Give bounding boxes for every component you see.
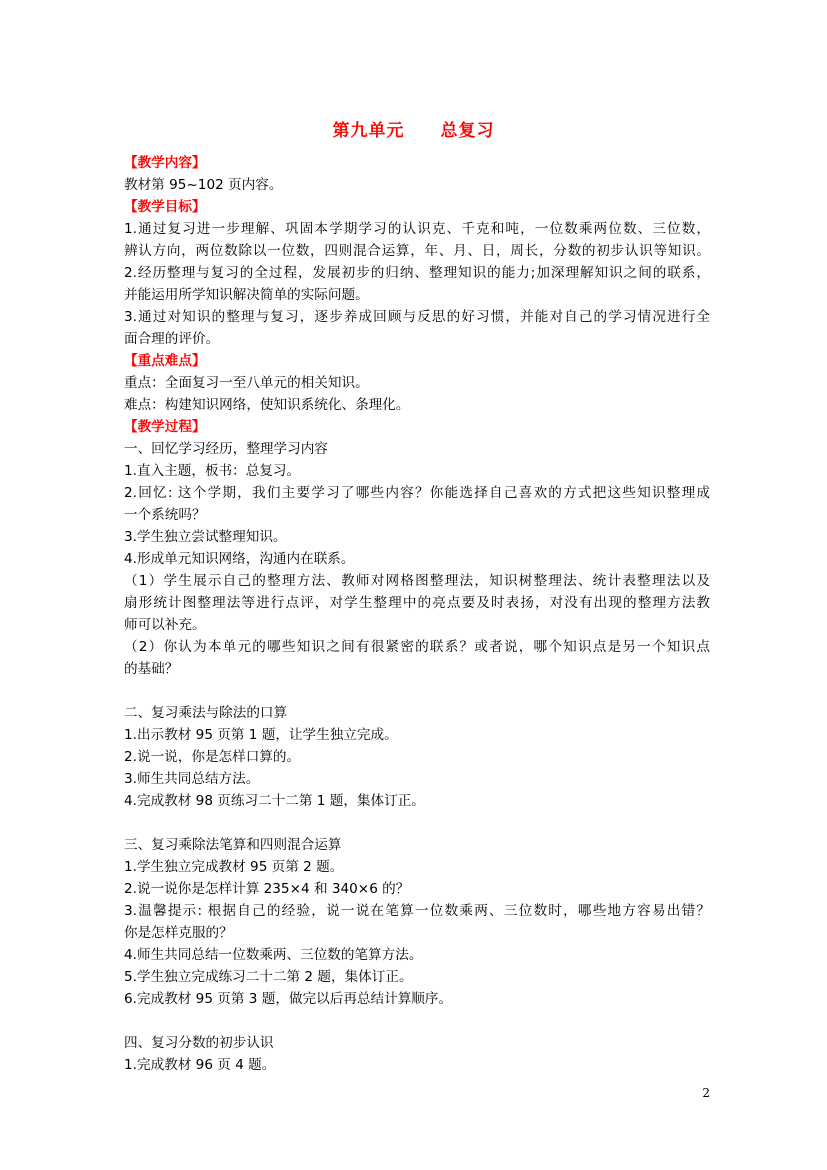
text-line: 4.完成教材 98 页练习二十二第 1 题，集体订正。 <box>124 793 425 809</box>
text-line: 辨认方向，两位数除以一位数，四则混合运算，年、月、日，周长，分数的初步认识等知识。 <box>124 243 710 259</box>
text-line: 1.完成教材 96 页 4 题。 <box>124 1057 276 1073</box>
section-heading-content: 【教学内容】 <box>124 155 206 171</box>
section-heading-objectives: 【教学目标】 <box>124 199 206 215</box>
text-line: 教材第 95~102 页内容。 <box>124 177 283 193</box>
text-line: 2.说一说你是怎样计算 235×4 和 340×6 的？ <box>124 881 410 897</box>
text-line: 2.说一说，你是怎样口算的。 <box>124 749 301 765</box>
text-line: 4.师生共同总结一位数乘两、三位数的笔算方法。 <box>124 947 423 963</box>
text-line: 4.形成单元知识网络，沟通内在联系。 <box>124 551 355 567</box>
text-line: 三、复习乘除法笔算和四则混合运算 <box>124 837 342 853</box>
paragraph-gap <box>124 1010 710 1032</box>
text-line: 并能运用所学知识解决简单的实际问题。 <box>124 287 369 303</box>
section-heading-process: 【教学过程】 <box>124 419 206 435</box>
page-number: 2 <box>702 1086 710 1100</box>
text-line: 重点：全面复习一至八单元的相关知识。 <box>124 375 369 391</box>
text-line: （1）学生展示自己的整理方法、教师对网格图整理法，知识树整理法、统计表整理法以及 <box>124 573 710 589</box>
text-line: 面合理的评价。 <box>124 331 220 347</box>
text-line: 难点：构建知识网络，使知识系统化、条理化。 <box>124 397 410 413</box>
text-line: 2.经历整理与复习的全过程，发展初步的归纳、整理知识的能力;加深理解知识之间的联系， <box>124 265 710 281</box>
text-line: 3.学生独立尝试整理知识。 <box>124 529 287 545</box>
text-line: 1.学生独立完成教材 95 页第 2 题。 <box>124 859 344 875</box>
text-line: 5.学生独立完成练习二十二第 2 题，集体订正。 <box>124 969 413 985</box>
text-line: 3.通过对知识的整理与复习，逐步养成回顾与反思的好习惯，并能对自己的学习情况进行全 <box>124 309 710 325</box>
text-line: 2.回忆: 这个学期，我们主要学习了哪些内容？你能选择自己喜欢的方式把这些知识整理成 <box>124 485 710 501</box>
text-line: 二、复习乘法与除法的口算 <box>124 705 288 721</box>
section-heading-key-points: 【重点难点】 <box>124 353 206 369</box>
paragraph-gap <box>124 680 710 702</box>
text-line: 的基础？ <box>124 661 179 677</box>
text-line: 师可以补充。 <box>124 617 206 633</box>
text-line: 6.完成教材 95 页第 3 题，做完以后再总结计算顺序。 <box>124 991 453 1007</box>
text-line: 3.温馨提示: 根据自己的经验，说一说在笔算一位数乘两、三位数时，哪些地方容易出错？ <box>124 903 710 919</box>
paragraph-gap <box>124 812 710 834</box>
document-body <box>124 152 710 1076</box>
text-line: 扇形统计图整理法等进行点评，对学生整理中的亮点要及时表扬，对没有出现的整理方法教 <box>124 595 710 611</box>
text-line: （2）你认为本单元的哪些知识之间有很紧密的联系？或者说，哪个知识点是另一个知识点 <box>124 639 710 655</box>
text-line: 1.通过复习进一步理解、巩固本学期学习的认识克、千克和吨，一位数乘两位数、三位数， <box>124 221 710 237</box>
text-line: 你是怎样克服的？ <box>124 925 233 941</box>
text-line: 一、回忆学习经历，整理学习内容 <box>124 441 328 457</box>
text-line: 1.出示教材 95 页第 1 题，让学生独立完成。 <box>124 727 398 743</box>
text-line: 1.直入主题，板书：总复习。 <box>124 463 301 479</box>
page-title: 第九单元 总复习 <box>332 121 495 141</box>
text-line: 一个系统吗？ <box>124 507 206 523</box>
text-line: 3.师生共同总结方法。 <box>124 771 260 787</box>
text-line: 四、复习分数的初步认识 <box>124 1035 274 1051</box>
